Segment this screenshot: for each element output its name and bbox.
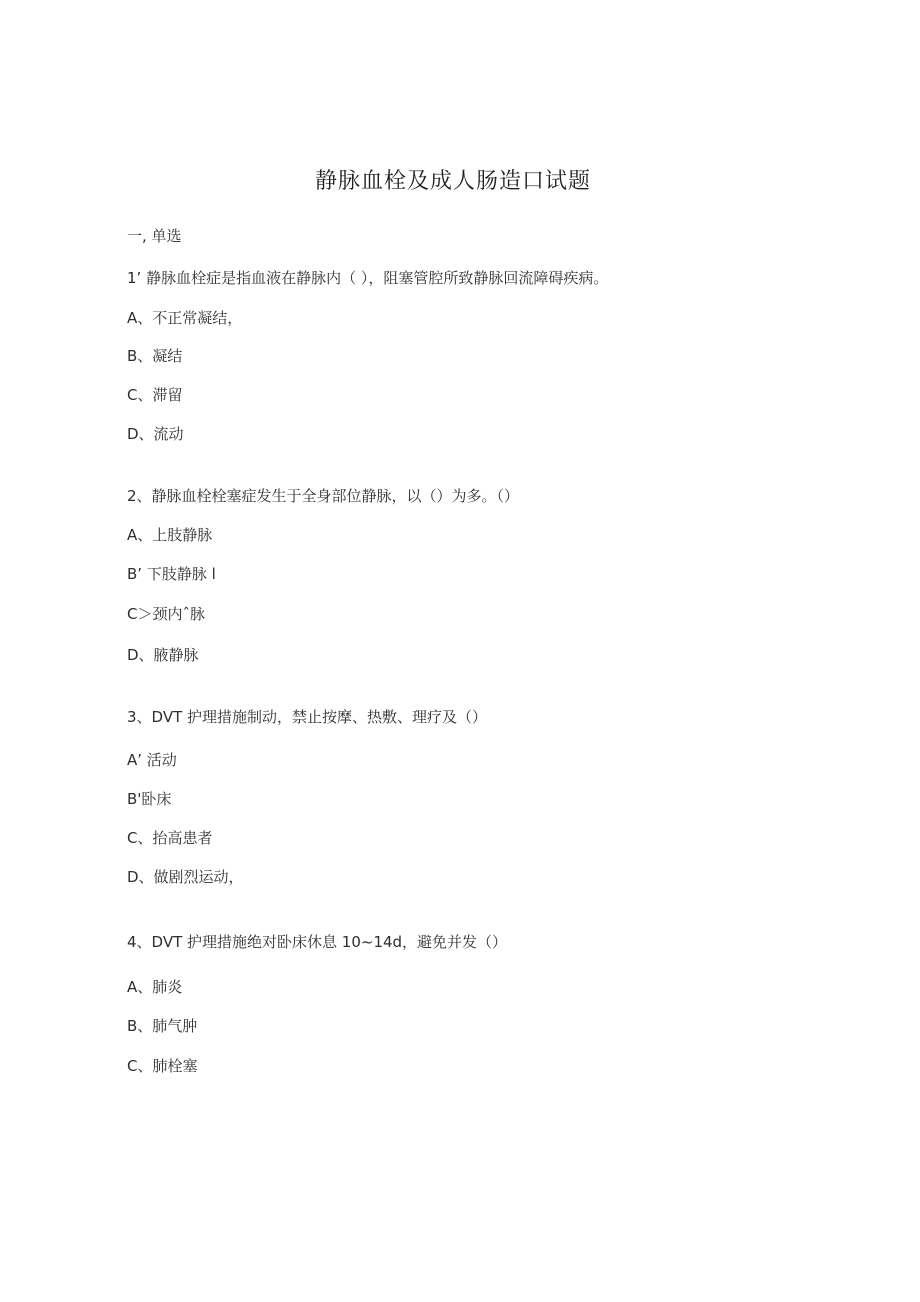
document-title: 静脉血栓及成人肠造口试题	[314, 169, 591, 194]
question-3-option-d: D、做剧烈运动，	[127, 868, 244, 886]
question-4-stem: 4、DVT 护理措施绝对卧床休息 10~14d，避免并发（）	[127, 933, 508, 951]
question-2-option-c: C＞颈内ˆ脉	[127, 605, 205, 623]
section-heading: 一, 单选	[127, 227, 182, 245]
question-1-option-a: A、不正常凝结，	[127, 309, 243, 327]
question-1-option-b: B、凝结	[127, 347, 183, 365]
question-1-option-c: C、滞留	[127, 386, 183, 404]
question-2-option-a: A、上肢静脉	[127, 526, 213, 544]
question-2-option-d: D、腋静脉	[127, 646, 199, 664]
question-1-option-d: D、流动	[127, 425, 184, 443]
question-4-option-a: A、肺炎	[127, 978, 183, 996]
question-3-option-c: C、抬高患者	[127, 829, 213, 847]
question-3-option-b: B'卧床	[127, 790, 172, 808]
question-3-option-a: A’ 活动	[127, 751, 177, 769]
question-2-stem: 2、静脉血栓栓塞症发生于全身部位静脉，以（）为多。（）	[127, 487, 520, 505]
question-1-stem: 1’ 静脉血栓症是指血液在静脉内（ ），阻塞管腔所致静脉回流障碍疾病。	[127, 269, 609, 287]
question-2-option-b: B’ 下肢静脉 l	[127, 565, 216, 583]
question-4-option-c: C、肺栓塞	[127, 1057, 198, 1075]
question-3-stem: 3、DVT 护理措施制动，禁止按摩、热敷、理疗及（）	[127, 708, 488, 726]
question-4-option-b: B、肺气肿	[127, 1017, 198, 1035]
